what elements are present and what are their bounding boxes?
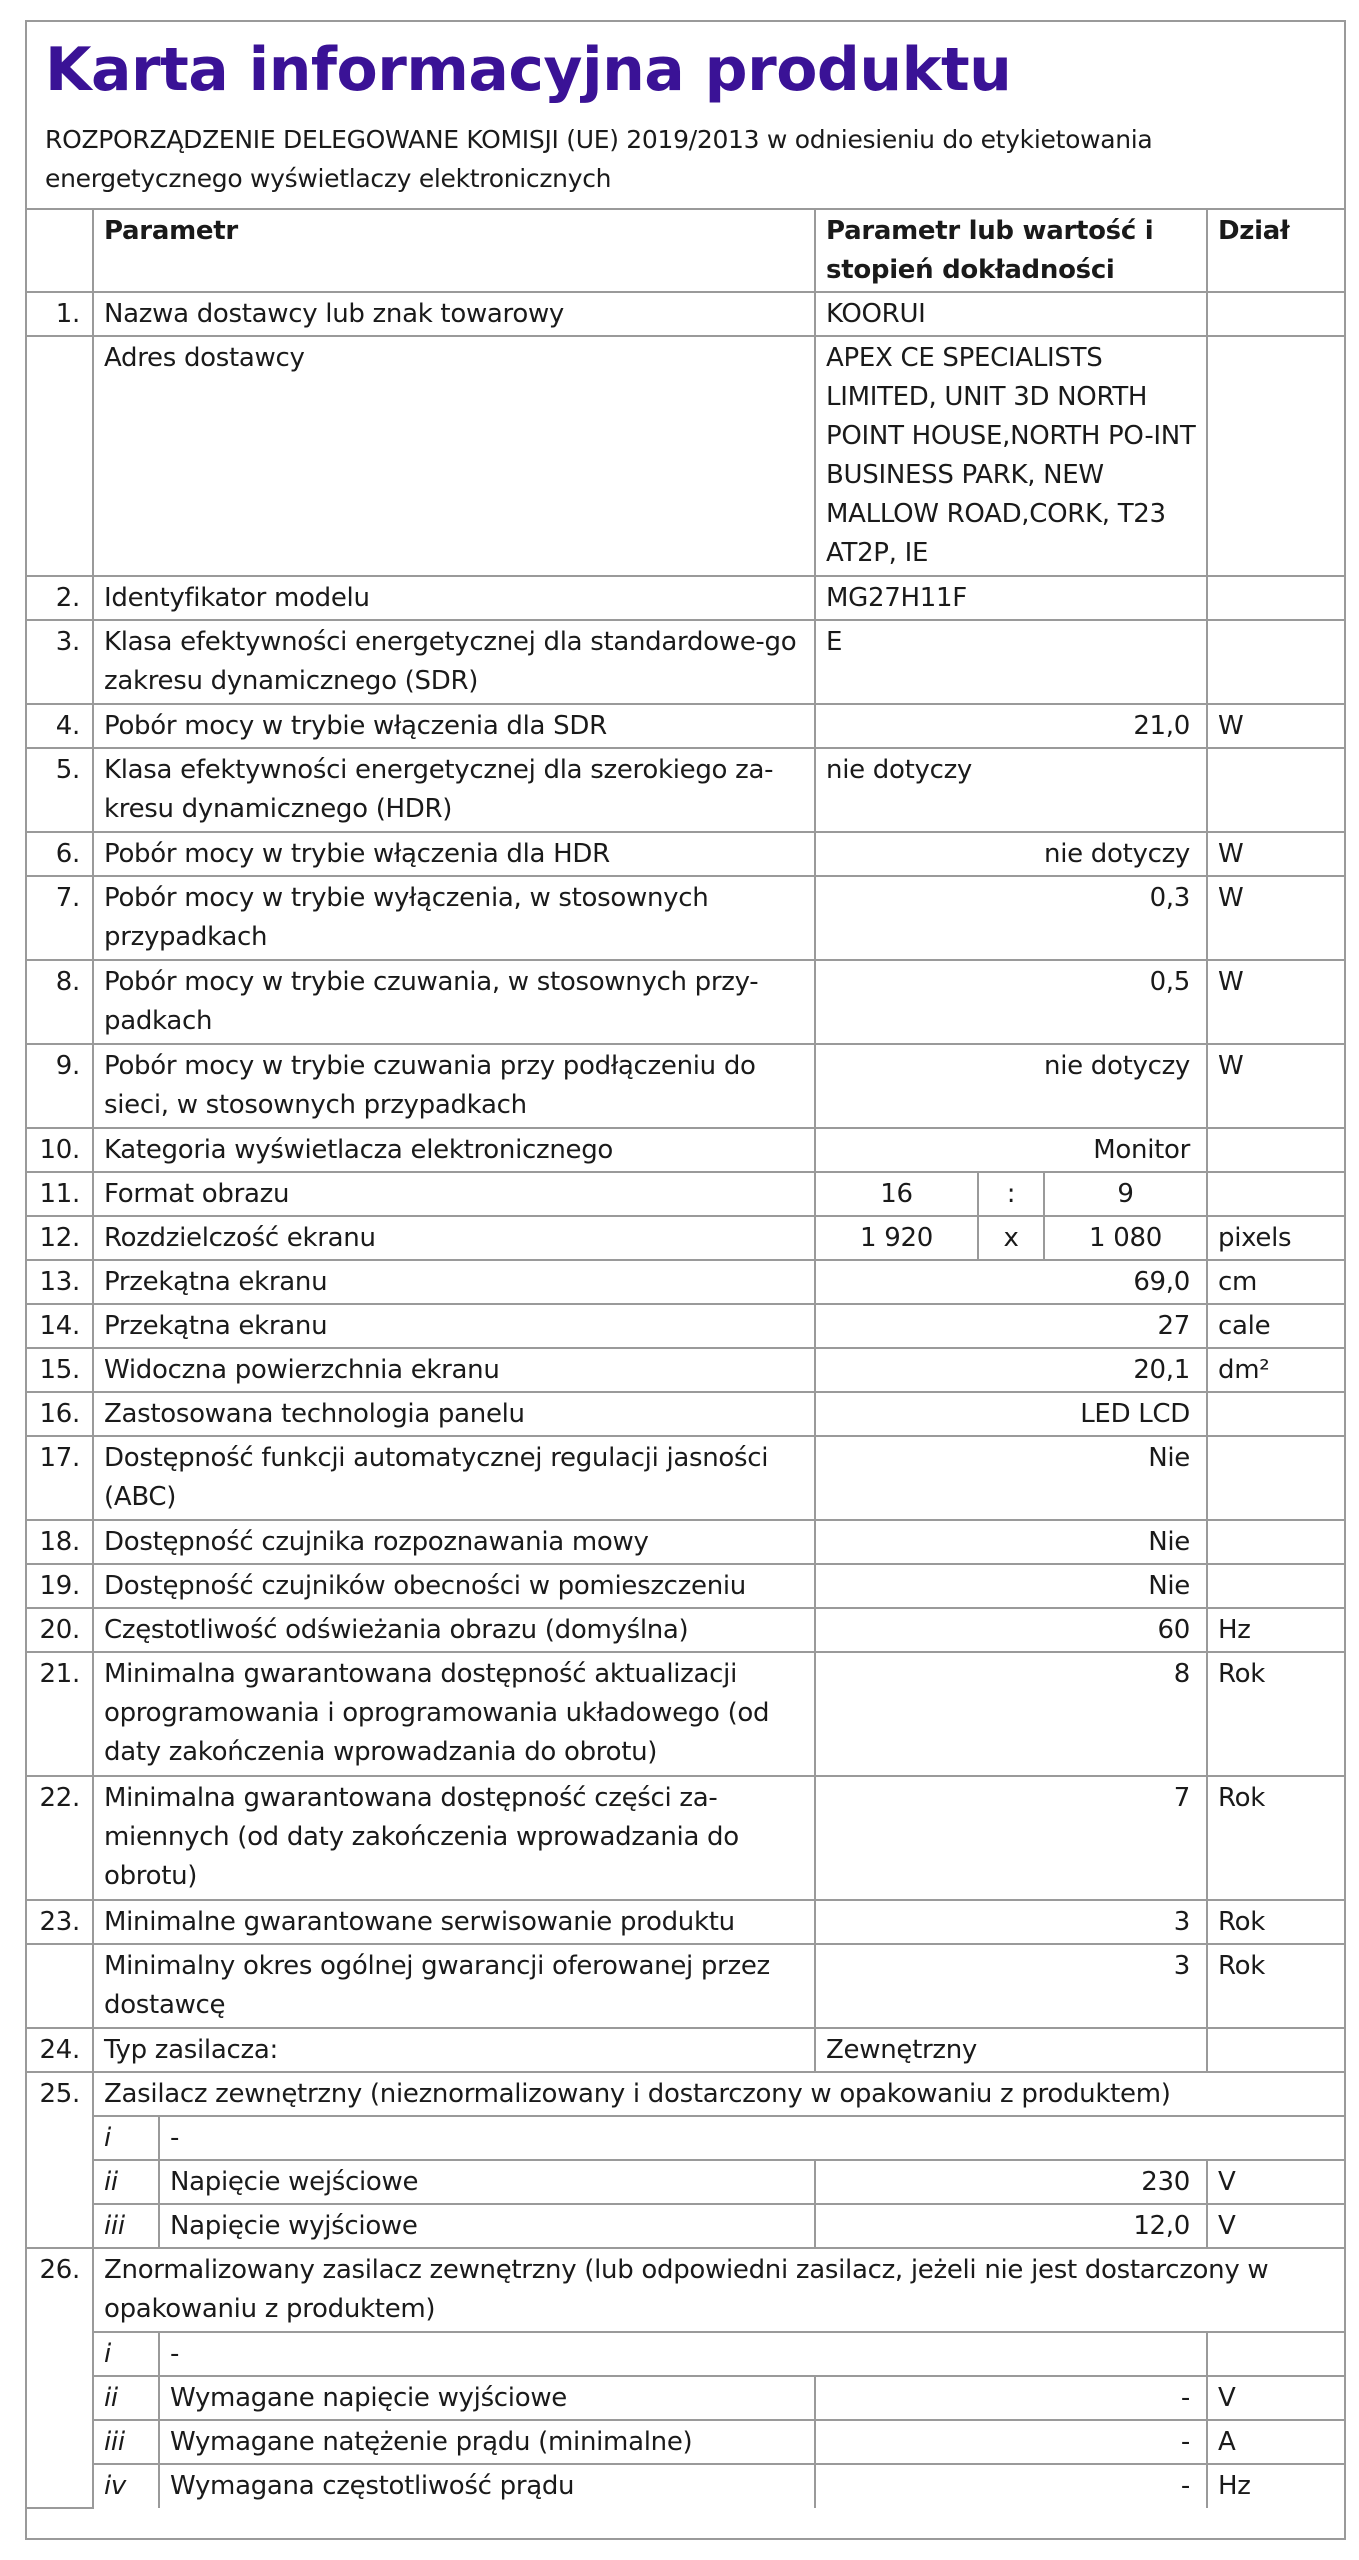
aspect-ratio-height: 9	[1044, 1172, 1207, 1216]
row-unit: W	[1207, 1044, 1344, 1128]
table-row	[27, 1392, 1344, 1436]
row-label: Dostępność czujników obecności w pomieszczeniu	[93, 1564, 815, 1608]
row-number: 15.	[27, 1348, 93, 1392]
row-value: 0,3	[815, 876, 1207, 960]
unit-column-header: Dział	[1207, 210, 1344, 292]
row-number: 8.	[27, 960, 93, 1044]
sub-row-unit: A	[1207, 2420, 1344, 2464]
row-unit	[1207, 576, 1344, 620]
row-number: 1.	[27, 292, 93, 336]
table-row	[27, 1260, 1344, 1304]
table-row	[27, 2116, 1344, 2160]
row-number: 21.	[27, 1652, 93, 1776]
table-row	[27, 1520, 1344, 1564]
row-label: Identyfikator modelu	[93, 576, 815, 620]
table-row	[27, 1436, 1344, 1520]
row-label: Typ zasilacza:	[93, 2028, 815, 2072]
row-number: 13.	[27, 1260, 93, 1304]
row-value: nie dotyczy	[815, 748, 1207, 832]
row-label: Rozdzielczość ekranu	[93, 1216, 815, 1260]
sub-row-value: -	[815, 2420, 1207, 2464]
row-unit	[1207, 1564, 1344, 1608]
resolution-separator: x	[978, 1216, 1044, 1260]
sub-row-unit: V	[1207, 2160, 1344, 2204]
row-value: E	[815, 620, 1207, 704]
table-row	[27, 832, 1344, 876]
row-value: Zewnętrzny	[815, 2028, 1207, 2072]
row-unit	[1207, 336, 1344, 576]
sub-row-label: -	[159, 2332, 1207, 2376]
row-number: 3.	[27, 620, 93, 704]
row-value: APEX CE SPECIALISTS LIMITED, UNIT 3D NORTH POINT HOUSE,NORTH PO-INT BUSINESS PARK, NEW MALLOW ROAD,CORK, T23 AT2P, IE	[815, 336, 1207, 576]
table-row	[27, 1944, 1344, 2028]
sub-row-label: Wymagane natężenie prądu (minimalne)	[159, 2420, 815, 2464]
row-label: Klasa efektywności energetycznej dla szerokiego za-kresu dynamicznego (HDR)	[93, 748, 815, 832]
row-unit	[1207, 1172, 1344, 1216]
row-value: Nie	[815, 1564, 1207, 1608]
sub-row-value: -	[815, 2464, 1207, 2508]
table-row	[27, 1172, 1344, 1216]
table-row	[27, 1652, 1344, 1776]
table-row	[27, 1608, 1344, 1652]
row-number: 17.	[27, 1436, 93, 1520]
sub-row-number: iii	[93, 2420, 159, 2464]
row-number: 22.	[27, 1776, 93, 1900]
sub-row-number: ii	[93, 2160, 159, 2204]
row-label: Adres dostawcy	[93, 336, 815, 576]
row-label: Nazwa dostawcy lub znak towarowy	[93, 292, 815, 336]
row-unit: cale	[1207, 1304, 1344, 1348]
parameters-table	[27, 210, 1344, 2509]
sub-row-label: -	[159, 2116, 1344, 2160]
table-row	[27, 2376, 1344, 2420]
row-number	[27, 336, 93, 576]
row-label: Widoczna powierzchnia ekranu	[93, 1348, 815, 1392]
row-number: 23.	[27, 1900, 93, 1944]
row-label: Przekątna ekranu	[93, 1304, 815, 1348]
row-number: 7.	[27, 876, 93, 960]
sub-row-label: Wymagana częstotliwość prądu	[159, 2464, 815, 2508]
row-value: nie dotyczy	[815, 832, 1207, 876]
row-unit	[1207, 748, 1344, 832]
table-row	[27, 1776, 1344, 1900]
row-unit	[1207, 1128, 1344, 1172]
row-unit: Rok	[1207, 1652, 1344, 1776]
table-row	[27, 1216, 1344, 1260]
sheet-header	[27, 22, 1344, 210]
row-label: Dostępność funkcji automatycznej regulacji jasności (ABC)	[93, 1436, 815, 1520]
row-number: 4.	[27, 704, 93, 748]
regulation-subtitle: ROZPORZĄDZENIE DELEGOWANE KOMISJI (UE) 2019/2013 w odniesieniu do etykietowania energetycznego wyświetlaczy elektronicznych	[45, 125, 1153, 193]
sub-row-number: iii	[93, 2204, 159, 2248]
sub-row-label: Napięcie wyjściowe	[159, 2204, 815, 2248]
table-row	[27, 1900, 1344, 1944]
table-row	[27, 748, 1344, 832]
row-number: 11.	[27, 1172, 93, 1216]
resolution-height: 1 080	[1044, 1216, 1207, 1260]
table-row	[27, 1304, 1344, 1348]
row-unit	[1207, 2028, 1344, 2072]
sub-row-number: i	[93, 2116, 159, 2160]
sub-row-label: Napięcie wejściowe	[159, 2160, 815, 2204]
table-row	[27, 2420, 1344, 2464]
row-number: 19.	[27, 1564, 93, 1608]
row-value: Monitor	[815, 1128, 1207, 1172]
product-information-sheet	[25, 20, 1346, 2540]
row-number: 5.	[27, 748, 93, 832]
row-unit: W	[1207, 832, 1344, 876]
table-row	[27, 1128, 1344, 1172]
row-value: 7	[815, 1776, 1207, 1900]
row-value: 60	[815, 1608, 1207, 1652]
row-label: Pobór mocy w trybie czuwania, w stosownych przy-padkach	[93, 960, 815, 1044]
row-label: Pobór mocy w trybie czuwania przy podłączeniu do sieci, w stosownych przypadkach	[93, 1044, 815, 1128]
row-label: Minimalne gwarantowane serwisowanie produktu	[93, 1900, 815, 1944]
sub-row-label: Wymagane napięcie wyjściowe	[159, 2376, 815, 2420]
row-value: 20,1	[815, 1348, 1207, 1392]
sub-row-value: 230	[815, 2160, 1207, 2204]
table-row	[27, 620, 1344, 704]
row-value: LED LCD	[815, 1392, 1207, 1436]
sub-row-number: ii	[93, 2376, 159, 2420]
row-value: 8	[815, 1652, 1207, 1776]
row-label: Zastosowana technologia panelu	[93, 1392, 815, 1436]
sub-row-unit: V	[1207, 2376, 1344, 2420]
row-unit	[1207, 1520, 1344, 1564]
sub-row-value: -	[815, 2376, 1207, 2420]
sub-row-unit: V	[1207, 2204, 1344, 2248]
row-number: 25.	[27, 2072, 93, 2248]
table-row	[27, 292, 1344, 336]
row-unit: W	[1207, 704, 1344, 748]
row-number: 18.	[27, 1520, 93, 1564]
row-unit	[1207, 292, 1344, 336]
table-row	[27, 1564, 1344, 1608]
table-row	[27, 2204, 1344, 2248]
table-row	[27, 2072, 1344, 2116]
table-row	[27, 576, 1344, 620]
row-unit	[1207, 1392, 1344, 1436]
sub-row-unit: Hz	[1207, 2464, 1344, 2508]
page-title: Karta informacyjna produktu	[45, 35, 1012, 105]
row-label: Format obrazu	[93, 1172, 815, 1216]
row-value: 69,0	[815, 1260, 1207, 1304]
row-unit: Hz	[1207, 1608, 1344, 1652]
row-unit: Rok	[1207, 1944, 1344, 2028]
row-number: 6.	[27, 832, 93, 876]
section-label: Znormalizowany zasilacz zewnętrzny (lub odpowiedni zasilacz, jeżeli nie jest dostarczony w opakowaniu z produktem)	[93, 2248, 1344, 2332]
row-label: Pobór mocy w trybie wyłączenia, w stosownych przypadkach	[93, 876, 815, 960]
value-column-header: Parametr lub wartość i stopień dokładności	[815, 210, 1207, 292]
row-label: Częstotliwość odświeżania obrazu (domyślna)	[93, 1608, 815, 1652]
row-number: 16.	[27, 1392, 93, 1436]
row-value: KOORUI	[815, 292, 1207, 336]
row-label: Klasa efektywności energetycznej dla standardowe-go zakresu dynamicznego (SDR)	[93, 620, 815, 704]
table-header-row	[27, 210, 1344, 292]
parameter-column-header: Parametr	[93, 210, 815, 292]
row-value: 21,0	[815, 704, 1207, 748]
sub-row-number: iv	[93, 2464, 159, 2508]
row-unit: pixels	[1207, 1216, 1344, 1260]
table-row	[27, 1044, 1344, 1128]
table-row	[27, 2248, 1344, 2332]
table-row	[27, 2028, 1344, 2072]
row-number: 10.	[27, 1128, 93, 1172]
row-value: Nie	[815, 1436, 1207, 1520]
row-number: 14.	[27, 1304, 93, 1348]
row-label: Dostępność czujnika rozpoznawania mowy	[93, 1520, 815, 1564]
row-unit: Rok	[1207, 1776, 1344, 1900]
row-number: 26.	[27, 2248, 93, 2508]
row-number: 9.	[27, 1044, 93, 1128]
row-unit	[1207, 1436, 1344, 1520]
row-label: Minimalna gwarantowana dostępność aktualizacji oprogramowania i oprogramowania układowego (od daty zakończenia wprowadzania do obrotu)	[93, 1652, 815, 1776]
row-number	[27, 1944, 93, 2028]
row-unit: W	[1207, 960, 1344, 1044]
row-unit: Rok	[1207, 1900, 1344, 1944]
aspect-ratio-width: 16	[815, 1172, 978, 1216]
row-number: 2.	[27, 576, 93, 620]
row-label: Pobór mocy w trybie włączenia dla HDR	[93, 832, 815, 876]
row-label: Kategoria wyświetlacza elektronicznego	[93, 1128, 815, 1172]
table-row	[27, 336, 1344, 576]
row-unit: W	[1207, 876, 1344, 960]
aspect-ratio-separator: :	[978, 1172, 1044, 1216]
table-row	[27, 2332, 1344, 2376]
row-value: 0,5	[815, 960, 1207, 1044]
resolution-width: 1 920	[815, 1216, 978, 1260]
row-label: Przekątna ekranu	[93, 1260, 815, 1304]
section-label: Zasilacz zewnętrzny (nieznormalizowany i dostarczony w opakowaniu z produktem)	[93, 2072, 1344, 2116]
sub-row-value: 12,0	[815, 2204, 1207, 2248]
row-number: 12.	[27, 1216, 93, 1260]
row-number: 24.	[27, 2028, 93, 2072]
row-value: 3	[815, 1900, 1207, 1944]
row-label: Minimalna gwarantowana dostępność części za-miennych (od daty zakończenia wprowadzania do obrotu)	[93, 1776, 815, 1900]
row-value: 27	[815, 1304, 1207, 1348]
table-row	[27, 2464, 1344, 2508]
row-label: Pobór mocy w trybie włączenia dla SDR	[93, 704, 815, 748]
sub-row-unit	[1207, 2332, 1344, 2376]
row-value: Nie	[815, 1520, 1207, 1564]
row-unit	[1207, 620, 1344, 704]
table-row	[27, 960, 1344, 1044]
row-value: nie dotyczy	[815, 1044, 1207, 1128]
table-row	[27, 876, 1344, 960]
table-row	[27, 704, 1344, 748]
row-label: Minimalny okres ogólnej gwarancji oferowanej przez dostawcę	[93, 1944, 815, 2028]
sub-row-number: i	[93, 2332, 159, 2376]
row-unit: cm	[1207, 1260, 1344, 1304]
row-number-header	[27, 210, 93, 292]
row-unit: dm²	[1207, 1348, 1344, 1392]
row-value: MG27H11F	[815, 576, 1207, 620]
table-row	[27, 2160, 1344, 2204]
row-number: 20.	[27, 1608, 93, 1652]
table-row	[27, 1348, 1344, 1392]
row-value: 3	[815, 1944, 1207, 2028]
